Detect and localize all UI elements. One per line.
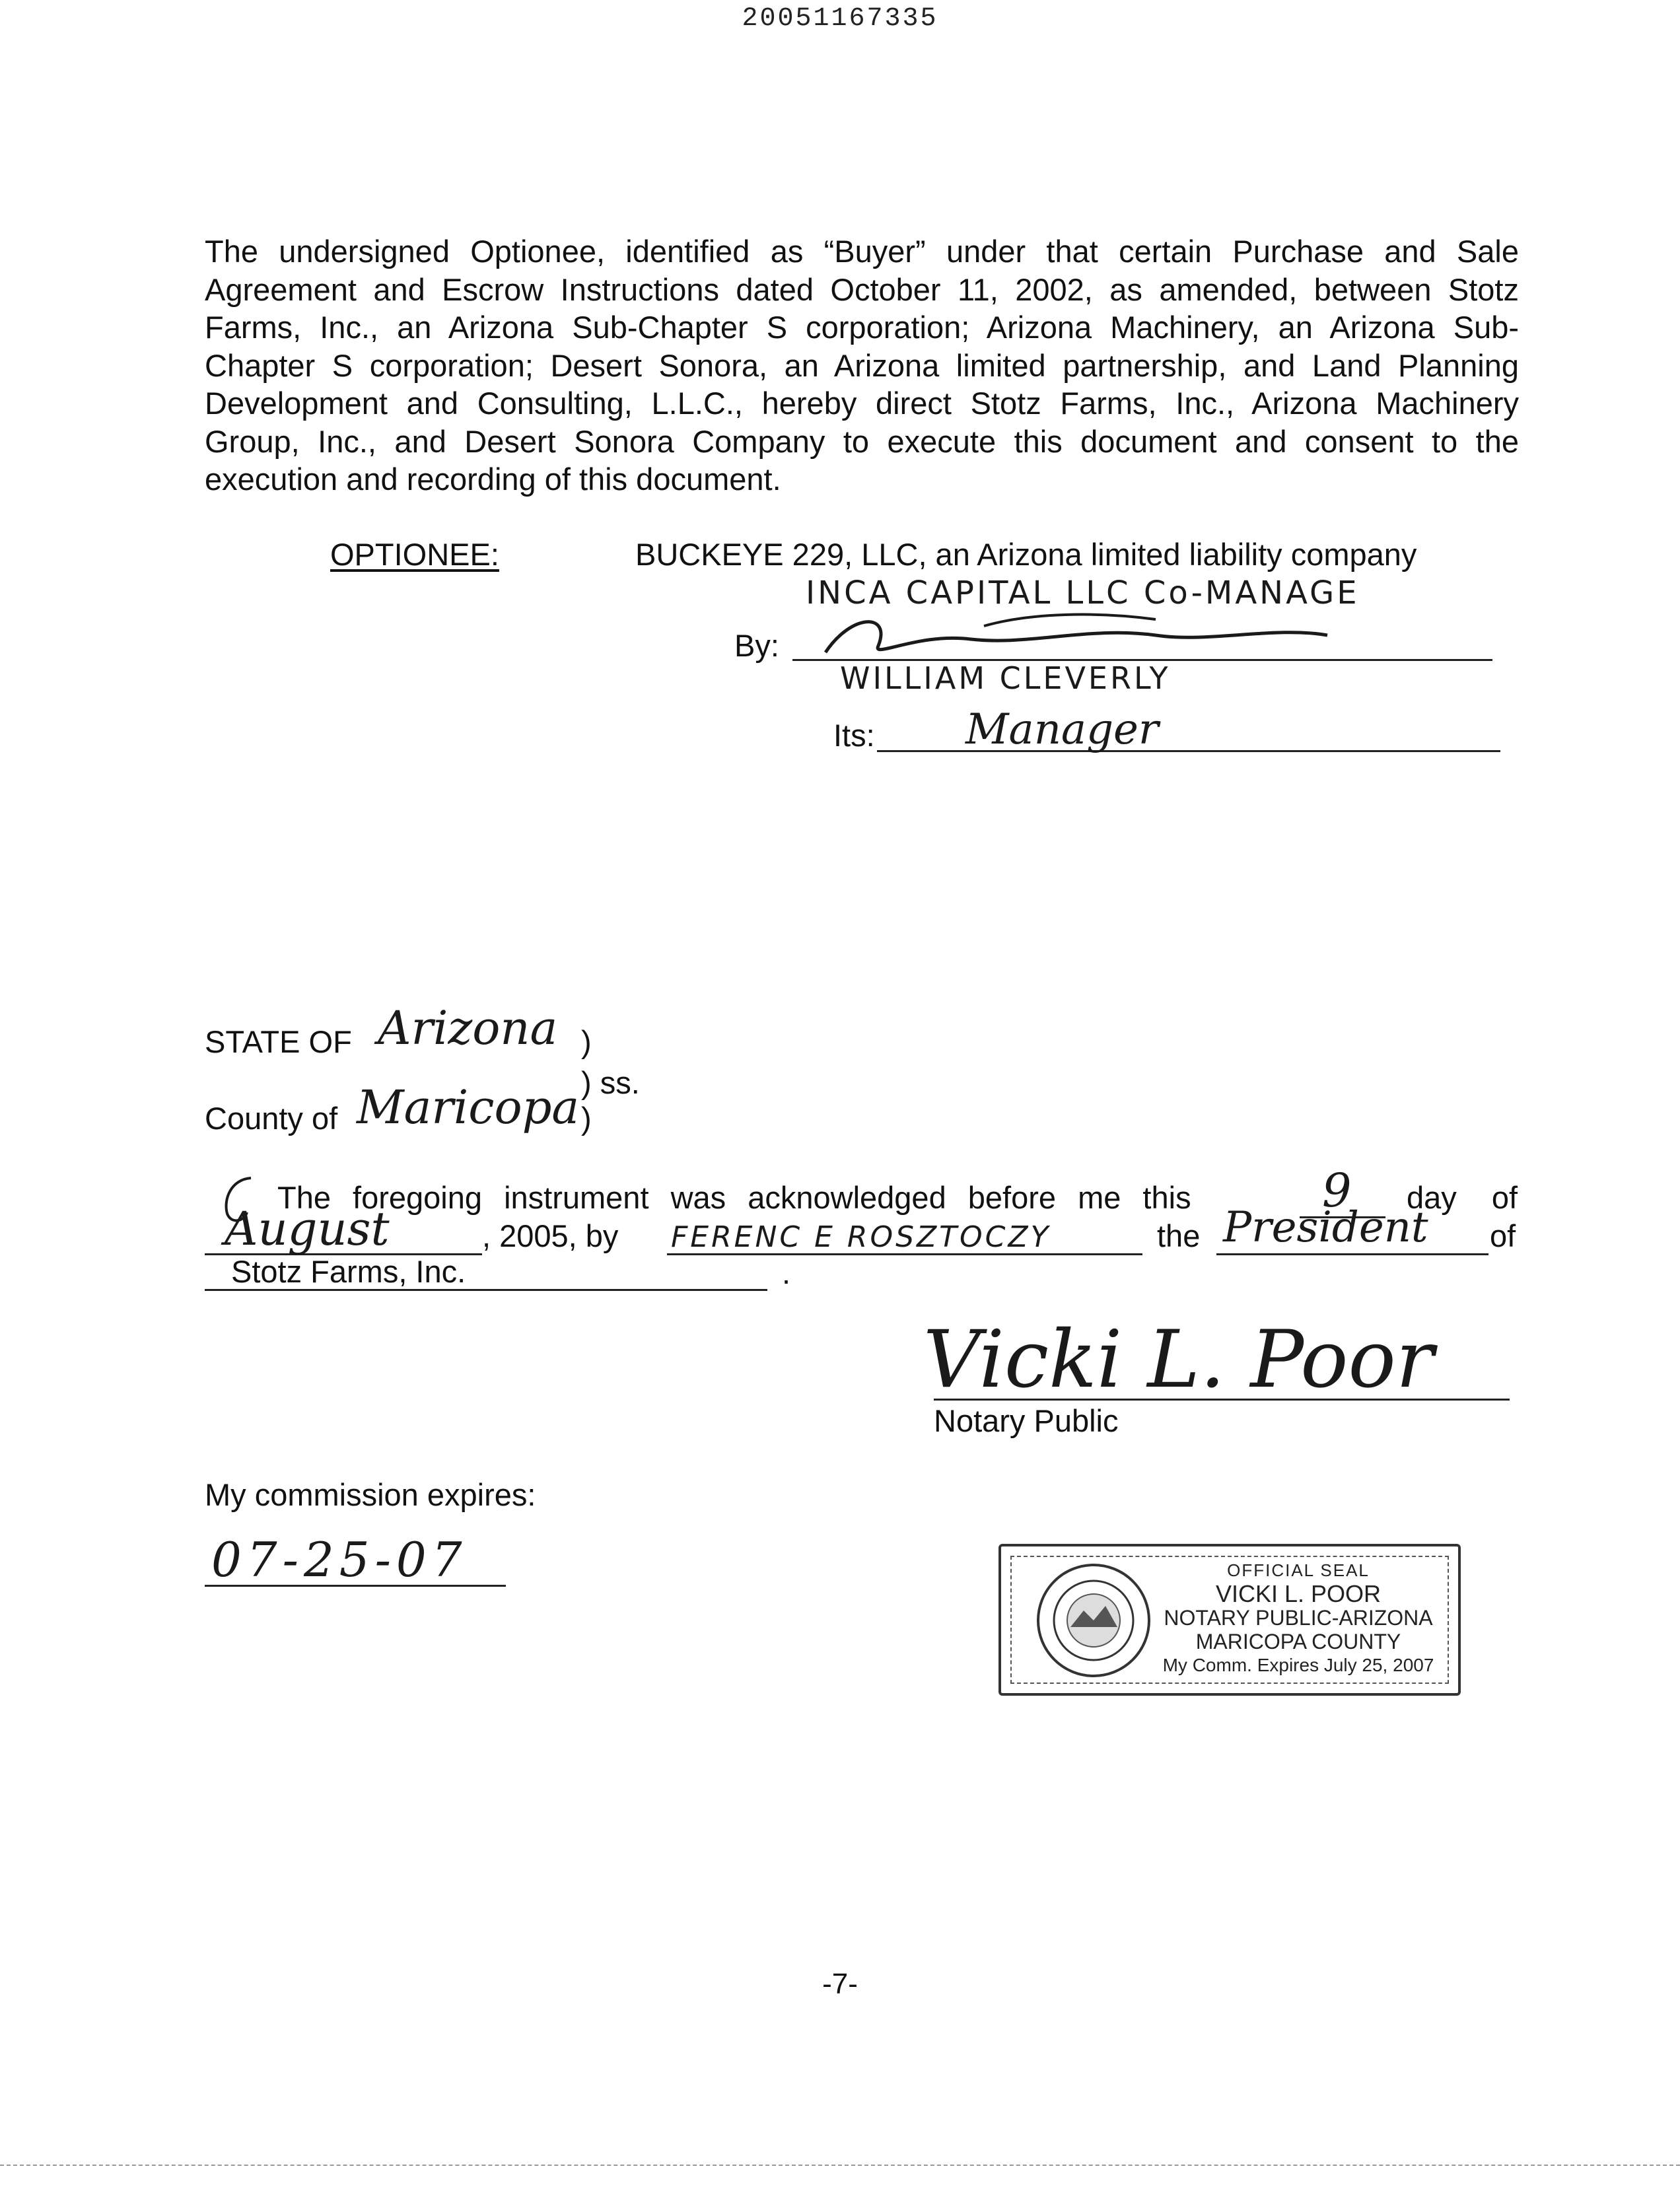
notary-signature-line [934, 1399, 1510, 1401]
its-label: Its: [833, 718, 875, 753]
handwritten-entity: INCA CAPITAL LLC Co-MANAGE [806, 574, 1360, 611]
document-number: 20051167335 [742, 4, 938, 34]
county-label: County of [205, 1101, 338, 1136]
seal-line-3: NOTARY PUBLIC-ARIZONA [1164, 1606, 1433, 1630]
month-value: August [225, 1202, 390, 1256]
optionee-entity: BUCKEYE 229, LLC, an Arizona limited liability company [635, 537, 1417, 572]
signer-name: WILLIAM CLEVERLY [840, 660, 1171, 696]
commission-value: 07-25-07 [211, 1532, 468, 1587]
its-value: Manager [965, 705, 1159, 754]
period: . [782, 1255, 791, 1290]
company-name: Stotz Farms, Inc. [231, 1254, 466, 1289]
seal-line-2: VICKI L. POOR [1215, 1580, 1382, 1607]
state-value: Arizona [378, 1001, 558, 1055]
seal-line-4: MARICOPA COUNTY [1195, 1630, 1401, 1653]
commission-label: My commission expires: [205, 1477, 536, 1512]
seal-line-1: OFFICIAL SEAL [1227, 1560, 1370, 1580]
person-name: FERENC E ROSZTOCZY [671, 1220, 1051, 1254]
day-of-label: day of [1407, 1180, 1518, 1215]
title-value: President [1223, 1203, 1428, 1252]
optionee-label: OPTIONEE: [330, 537, 499, 572]
ss-label: ) ss. [581, 1065, 640, 1100]
the-label: the [1157, 1218, 1201, 1253]
county-paren: ) [581, 1101, 592, 1136]
state-paren: ) [581, 1024, 592, 1059]
notary-signature: Vicki L. Poor [923, 1314, 1434, 1406]
title-line [1216, 1253, 1488, 1255]
scan-edge-line [0, 2165, 1680, 2166]
of-label: of [1490, 1218, 1516, 1253]
county-value: Maricopa [357, 1080, 580, 1134]
state-seal-icon [1034, 1561, 1153, 1680]
notary-public-label: Notary Public [934, 1403, 1119, 1438]
ack-start: The foregoing instrument was acknowledged before me this [277, 1180, 1191, 1215]
intro-paragraph [205, 232, 1519, 499]
page-number: -7- [822, 1968, 858, 2000]
year-by: , 2005, by [482, 1218, 619, 1253]
intro-paragraph-text: The undersigned Optionee, identified as “Buyer” under that certain Purchase and Sale Agreement and Escrow Instructions dated October 11, 2002, as amended, between Stotz Farms, Inc., an Arizona Sub-Chapter S corporation; Arizona Machinery, an Arizona Sub-Chapter S corporation; Desert Sonora, an Arizona limited partnership, and Land Planning Development and Consulting, L.L.C., hereby direct Stotz Farms, Inc., Arizona Machinery Group, Inc., and Desert Sonora Company to execute this document and consent to the execution and recording of this document. [205, 234, 1519, 497]
by-label: By: [734, 628, 779, 663]
company-line [205, 1289, 767, 1291]
seal-text [1150, 1558, 1447, 1677]
day-value: 9 [1322, 1163, 1352, 1218]
seal-line-5: My Comm. Expires July 25, 2007 [1162, 1655, 1434, 1675]
commission-line [205, 1585, 506, 1587]
state-label: STATE OF [205, 1024, 352, 1059]
official-seal-stamp [998, 1544, 1461, 1696]
